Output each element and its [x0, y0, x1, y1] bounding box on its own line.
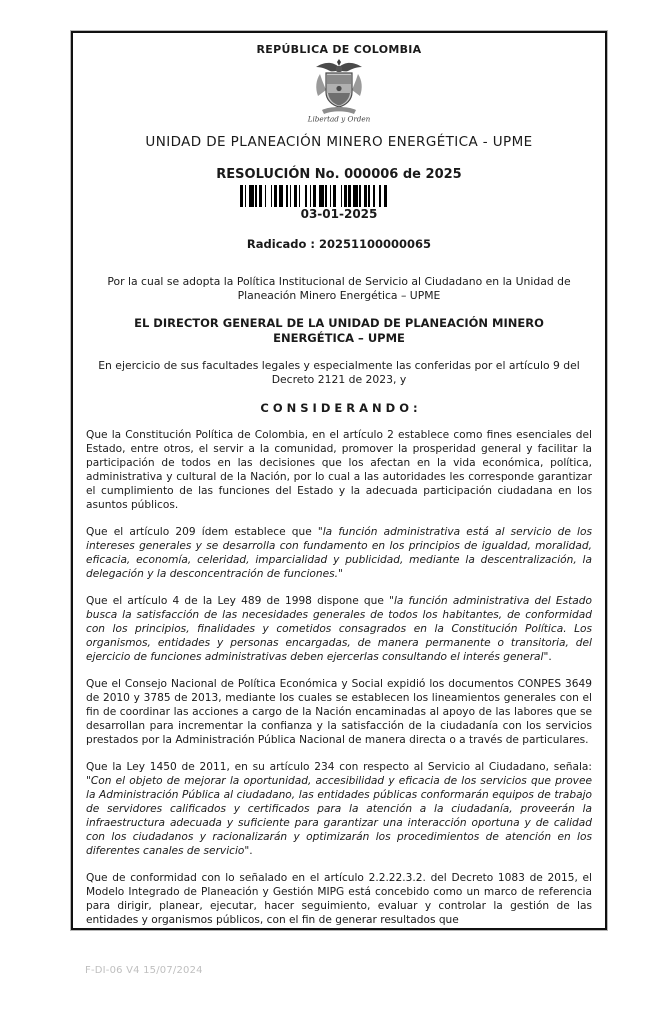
- considerando-paragraphs: [86, 428, 592, 927]
- entity-name: UNIDAD DE PLANEACIÓN MINERO ENERGÉTICA - UPME: [145, 134, 533, 150]
- barcode-block: [86, 185, 592, 221]
- considerando-paragraph: Que el artículo 4 de la Ley 489 de 1998 dispone que "la función administrativa del Estado busca la satisfacción de las necesidades generales de todos los habitantes, de conformidad con los principios, finalidades y cometidos consagrados en la Constitución Política. Los organismos, entidades y personas encargadas, de manera permanente o transitoria, del ejercicio de funciones administrativas deben ejercerlas consultando el interés general".: [86, 595, 592, 663]
- legal-preamble: En ejercicio de sus facultades legales y especialmente las conferidas por el artículo 9 del Decreto 2121 de 2023, y: [98, 359, 580, 386]
- considerando-paragraph: Que la Ley 1450 de 2011, en su artículo 234 con respecto al Servicio al Ciudadano, señala: "Con el objeto de mejorar la oportunidad, accesibilidad y eficacia de los servicios que provee la Administración Pública al ciudadano, las entidades públicas conformarán equipos de trabajo de servidores calificados y certificados para la atención a la ciudadanía, proveerán la infraestructura adecuada y suficiente para garantizar una interacción oportuna y de calidad con los ciudadanos y racionalizarán y optimizarán los procedimientos de atención en los diferentes canales de servicio".: [86, 761, 592, 857]
- considerando-paragraph: Que el artículo 209 ídem establece que "la función administrativa está al servicio de los intereses generales y se desarrolla con fundamento en los principios de igualdad, moralidad, eficacia, economía, celeridad, imparcialidad y publicidad, mediante la descentralización, la delegación y la desconcentración de funciones.": [86, 526, 592, 580]
- barcode-image: [240, 185, 438, 207]
- resolution-title: RESOLUCIÓN No. 000006 de 2025: [216, 167, 462, 182]
- colombia-coat-of-arms-icon: [306, 58, 372, 124]
- considerando-paragraph: Que de conformidad con lo señalado en el artículo 2.2.22.3.2. del Decreto 1083 de 2015, el Modelo Integrado de Planeación y Gestión MIPG está concebido como un marco de referencia para dirigir, planear, ejecutar, hacer seguimiento, evaluar y controlar la gestión de las entidades y organismos públicos, con el fin de generar resultados que: [86, 872, 592, 926]
- considerando-paragraph: Que la Constitución Política de Colombia, en el artículo 2 establece como fines esenciales del Estado, entre otros, el servir a la comunidad, promover la prosperidad general y facilitar la participación de todos en las decisiones que los afectan en la vida económica, política, administrativa y cultural de la Nación, por lo cual a las autoridades les corresponde garantizar el cumplimiento de las funciones del Estado y la adecuada participación ciudadana en los asuntos públicos.: [86, 429, 592, 511]
- considerando-paragraph: Que el Consejo Nacional de Política Económica y Social expidió los documentos CONPES 3649 de 2010 y 3785 de 2013, mediante los cuales se establecen los lineamientos generales con el fin de coordinar las acciones a cargo de la Nación encaminadas al apoyo de las labores que se desarrollan para incrementar la confianza y la satisfacción de la ciudadanía con los servicios prestados por la Administración Pública Nacional de manera directa o a través de particulares.: [86, 678, 592, 746]
- considerando-heading: C O N S I D E R A N D O :: [260, 401, 418, 415]
- emblem-caption: Libertad y Orden: [307, 114, 371, 124]
- coat-of-arms: [86, 58, 592, 124]
- form-code-footer: F-DI-06 V4 15/07/2024: [85, 965, 203, 976]
- document-sheet: [71, 31, 607, 930]
- radicado-number: Radicado : 20251100000065: [246, 237, 432, 251]
- republic-title: REPÚBLICA DE COLOMBIA: [256, 43, 422, 56]
- resolution-subject: Por la cual se adopta la Política Institucional de Servicio al Ciudadano en la Unidad de Planeación Minero Energética – UPME: [107, 275, 571, 302]
- issuing-authority: EL DIRECTOR GENERAL DE LA UNIDAD DE PLANEACIÓN MINERO ENERGÉTICA – UPME: [134, 316, 544, 345]
- barcode-date: 03-01-2025: [300, 207, 378, 221]
